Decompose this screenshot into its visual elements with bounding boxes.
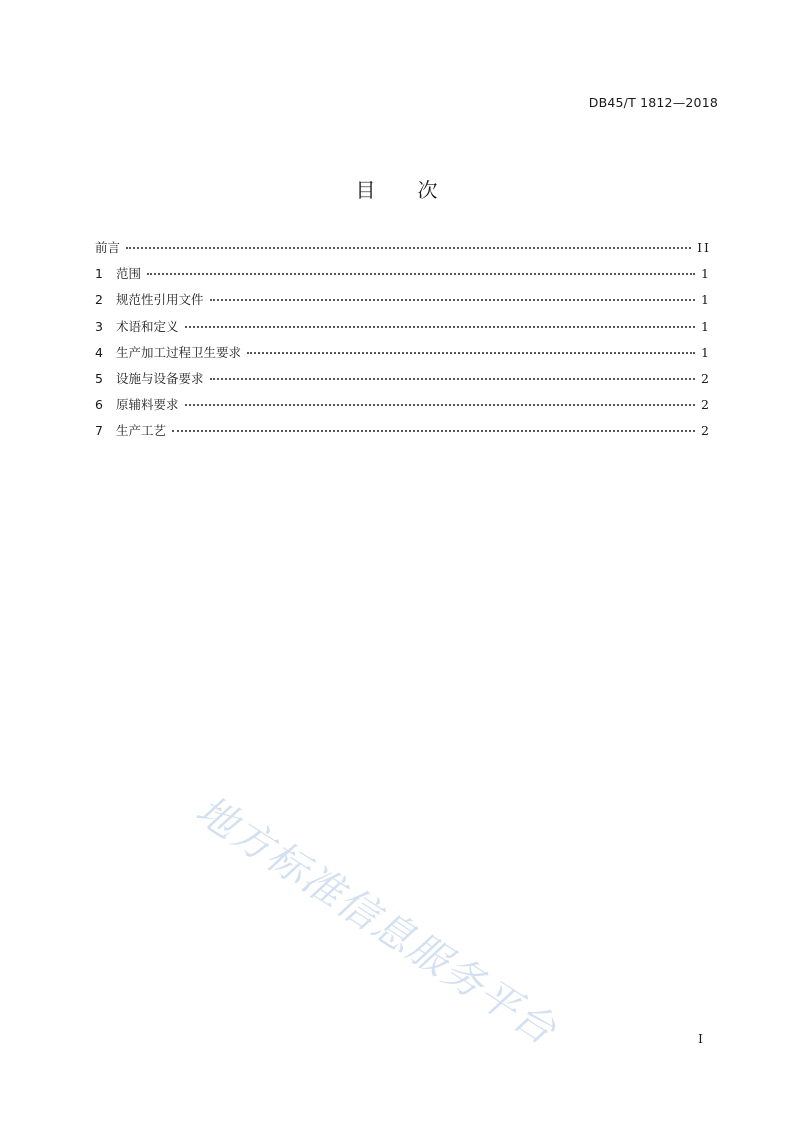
- toc-entry-page: 2: [701, 423, 711, 439]
- toc-entry-label: 生产工艺: [116, 423, 167, 439]
- toc-entry-label: 术语和定义: [116, 318, 179, 334]
- standard-number: DB45/T 1812—2018: [588, 95, 718, 110]
- toc-entry-scope[interactable]: [95, 264, 711, 290]
- toc-leader-dots: [185, 326, 696, 328]
- toc-entry-raw-materials[interactable]: [95, 395, 711, 421]
- toc-entry-facility-requirements[interactable]: [95, 369, 711, 395]
- toc-entry-label: 规范性引用文件: [116, 292, 204, 308]
- toc-entry-page: II: [697, 240, 711, 255]
- toc-entry-label: 生产加工过程卫生要求: [116, 344, 242, 360]
- toc-entry-production-process[interactable]: [95, 421, 711, 447]
- toc-entry-page: 1: [701, 292, 711, 308]
- page-number: I: [698, 1031, 703, 1046]
- toc-entry-terms-definitions[interactable]: [95, 317, 711, 343]
- toc-entry-page: 1: [701, 266, 711, 282]
- toc-entry-page: 1: [701, 318, 711, 334]
- toc-entry-number: 4: [95, 344, 103, 360]
- table-of-contents: [95, 238, 711, 448]
- toc-entry-label: 原辅料要求: [116, 397, 179, 413]
- toc-entry-normative-references[interactable]: [95, 290, 711, 316]
- toc-entry-label: 设施与设备要求: [116, 370, 204, 386]
- toc-entry-label: 前言: [95, 240, 121, 255]
- toc-leader-dots: [210, 299, 696, 301]
- toc-leader-dots: [126, 247, 691, 249]
- toc-leader-dots: [147, 273, 695, 275]
- watermark: 地方标准信息服务平台: [187, 787, 565, 1055]
- toc-leader-dots: [210, 378, 696, 380]
- toc-entry-number: 5: [95, 370, 103, 386]
- toc-entry-hygiene-requirements[interactable]: [95, 343, 711, 369]
- toc-entry-preface[interactable]: [95, 238, 711, 264]
- toc-leader-dots: [247, 352, 695, 354]
- toc-entry-number: 3: [95, 318, 103, 334]
- toc-entry-label: 范围: [116, 266, 142, 282]
- toc-entry-number: 7: [95, 423, 103, 439]
- toc-entry-page: 2: [701, 397, 711, 413]
- toc-entry-page: 2: [701, 370, 711, 386]
- toc-entry-number: 2: [95, 292, 103, 308]
- toc-title: 目次: [355, 178, 480, 202]
- toc-entry-number: 1: [95, 266, 103, 282]
- toc-leader-dots: [185, 404, 696, 406]
- toc-entry-page: 1: [701, 344, 711, 360]
- toc-leader-dots: [172, 430, 695, 432]
- toc-entry-number: 6: [95, 397, 103, 413]
